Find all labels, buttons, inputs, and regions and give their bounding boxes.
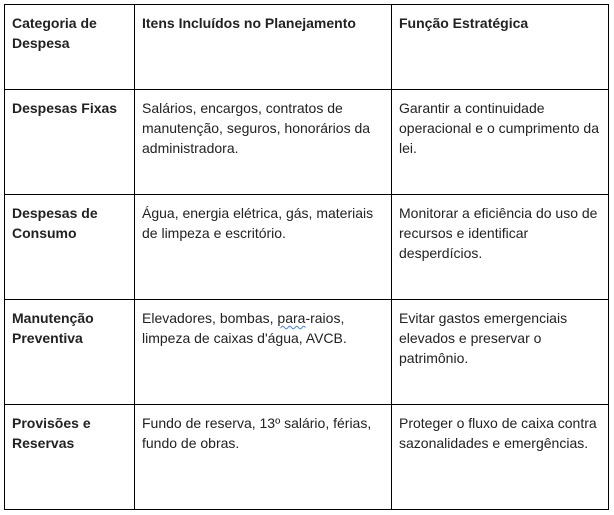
items-text-part: Elevadores, bombas, (142, 310, 278, 326)
expense-planning-table (4, 4, 609, 510)
cell-category: Provisões e Reservas (5, 405, 135, 510)
header-category: Categoria de Despesa (5, 5, 135, 90)
table-row (5, 405, 609, 510)
cell-category: Manutenção Preventiva (5, 300, 135, 405)
table-row (5, 90, 609, 195)
cell-category: Despesas de Consumo (5, 195, 135, 300)
cell-items: Salários, encargos, contratos de manutenção, seguros, honorários da administradora. (135, 90, 392, 195)
cell-function: Evitar gastos emergenciais elevados e preservar o patrimônio. (392, 300, 609, 405)
cell-items (135, 300, 392, 405)
items-text-part: -raios, limpeza de caixas d'água, AVCB. (142, 310, 347, 346)
table-header-row (5, 5, 609, 90)
cell-function: Proteger o fluxo de caixa contra sazonalidades e emergências. (392, 405, 609, 510)
cell-function: Monitorar a eficiência do uso de recursos e identificar desperdícios. (392, 195, 609, 300)
spellcheck-flagged-word[interactable]: para (277, 310, 306, 326)
cell-function: Garantir a continuidade operacional e o cumprimento da lei. (392, 90, 609, 195)
table-row (5, 300, 609, 405)
cell-items: Fundo de reserva, 13º salário, férias, fundo de obras. (135, 405, 392, 510)
header-function: Função Estratégica (392, 5, 609, 90)
cell-items: Água, energia elétrica, gás, materiais de limpeza e escritório. (135, 195, 392, 300)
header-items: Itens Incluídos no Planejamento (135, 5, 392, 90)
table-row (5, 195, 609, 300)
cell-category: Despesas Fixas (5, 90, 135, 195)
